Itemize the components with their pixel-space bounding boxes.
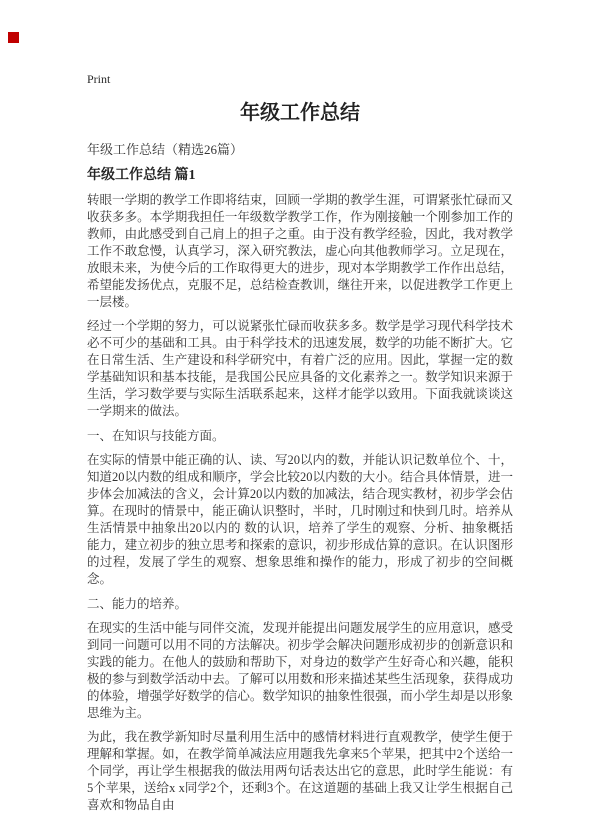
- sub-heading-knowledge-skills: 一、在知识与技能方面。: [87, 429, 225, 443]
- section-heading-part1: 年级工作总结 篇1: [87, 168, 196, 183]
- article-content: [87, 0, 513, 814]
- paragraph-teaching-example: 为此，我在教学新知时尽量利用生活中的感情材料进行直观教学，使学生便于理解和掌握。如，在教学简单减法应用题我先拿来5个苹果，把其中2个送给一个同学，再让学生根据我的做法用两句话表达出它的意思，此时学生能说：有5个苹果，送给x x同学2个，还剩3个。在这道题的基础上我又让学生根据自己喜欢和物品自由: [87, 730, 513, 812]
- red-marker-icon: [8, 32, 19, 43]
- article-subtitle: 年级工作总结（精选26篇）: [87, 142, 244, 157]
- page-title: 年级工作总结: [240, 102, 360, 124]
- print-link[interactable]: Print: [87, 72, 111, 86]
- paragraph-intro: 转眼一学期的教学工作即将结束，回顾一学期的教学生涯，可谓紧张忙碌而又收获多多。本学期我担任一年级数学教学工作，作为刚接触一个刚参加工作的教师，由此感受到自己肩上的担子之重。由于没有教学经验，因此，我对教学工作不敢怠慢，认真学习，深入研究教法，虚心向其他教师学习。立足现在，放眼未来，为使今后的工作取得更大的进步，现对本学期教学工作作出总结，希望能发扬优点，克服不足，总结检查教训，继往开来，以促进教学工作更上一层楼。: [87, 193, 513, 309]
- paragraph-semester-review: 经过一个学期的努力，可以说紧张忙碌而收获多多。数学是学习现代科学技术必不可少的基础和工具。由于科学技术的迅速发展，数学的功能不断扩大。它在日常生活、生产建设和科学研究中，有着广泛的应用。因此，掌握一定的数学基础知识和基本技能，是我国公民应具备的文化素养之一。数学知识来源于生活，学习数学要与实际生活联系起来，这样才能学以致用。下面我就谈谈这一学期来的做法。: [87, 319, 513, 418]
- sub-heading-ability-cultivation: 二、能力的培养。: [87, 597, 188, 611]
- paragraph-ability-cultivation: 在现实的生活中能与同伴交流，发现并能提出问题发展学生的应用意识，感受到同一问题可以用不同的方法解决。初步学会解决问题形成初步的创新意识和实践的能力。在他人的鼓励和帮助下，对身边的数学产生好奇心和兴趣，能积极的参与到数学活动中去。了解可以用数和形来描述某些生活现象，获得成功的体验，增强学好数学的信心。数学知识的抽象性很强，而小学生却是以形象思维为主。: [87, 621, 513, 720]
- paragraph-knowledge-skills: 在实际的情景中能正确的认、读、写20以内的数，并能认识记数单位个、十，知道20以内数的组成和顺序，学会比较20以内数的大小。结合具体情景，进一步体会加减法的含义，会计算20以内数的加减法，结合现实教材，初步学会估算。在现时的情景中，能正确认识整时，半时，几时刚过和快到几时。培养从生活情景中抽象出20以内的 数的认识，培养了学生的观察、分析、抽象概括能力，建立初步的独立思考和探索的意识，初步形成估算的意识。在认识图形的过程，发展了学生的观察、想象思维和操作的能力，形成了初步的空间概念。: [87, 453, 513, 586]
